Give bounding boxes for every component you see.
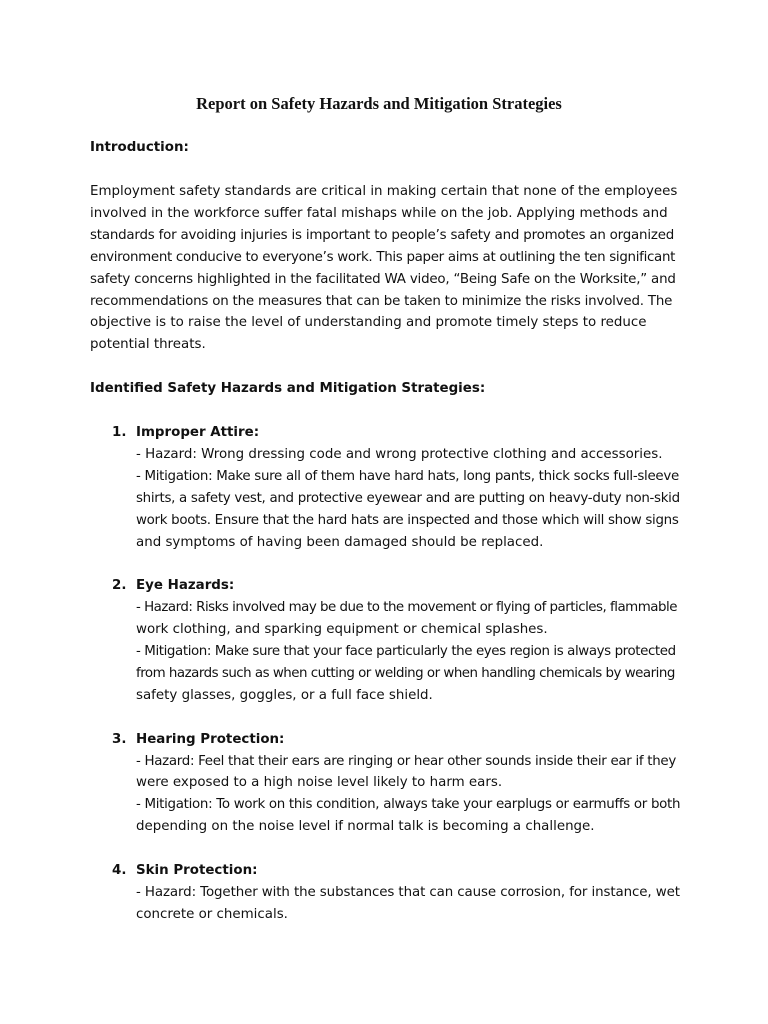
hazard-line: and symptoms of having been damaged should be replaced. bbox=[136, 534, 544, 550]
hazard-line: - Mitigation: Make sure all of them have hard hats, long pants, thick socks full-sleeve bbox=[136, 468, 679, 484]
hazard-item-eye-hazards bbox=[90, 575, 680, 706]
hazards-section-heading: Identified Safety Hazards and Mitigation Strategies: bbox=[90, 381, 486, 396]
hazard-list bbox=[90, 422, 680, 948]
hazard-line: from hazards such as when cutting or welding or when handling chemicals by wearing bbox=[136, 665, 675, 681]
hazard-item-hearing-protection bbox=[90, 729, 680, 839]
hazard-line: work clothing, and sparking equipment or chemical splashes. bbox=[136, 622, 548, 638]
introduction-line: objective is to raise the level of understanding and promote timely steps to reduce bbox=[90, 315, 647, 331]
introduction-heading: Introduction: bbox=[90, 140, 189, 155]
hazard-item-skin-protection bbox=[90, 860, 680, 926]
hazard-line: safety glasses, goggles, or a full face shield. bbox=[136, 687, 433, 703]
introduction-paragraph bbox=[90, 181, 680, 356]
hazard-line: depending on the noise level if normal talk is becoming a challenge. bbox=[136, 819, 595, 835]
hazard-number: 2. bbox=[112, 578, 127, 594]
hazard-line: concrete or chemicals. bbox=[136, 906, 288, 922]
hazard-line: - Mitigation: Make sure that your face particularly the eyes region is always protected bbox=[136, 644, 676, 660]
introduction-line: safety concerns highlighted in the facilitated WA video, “Being Safe on the Worksite,” and bbox=[90, 271, 676, 287]
hazard-line: were exposed to a high noise level likely to harm ears. bbox=[136, 775, 503, 791]
hazard-item-improper-attire bbox=[90, 422, 680, 553]
hazard-line: - Mitigation: To work on this condition, always take your earplugs or earmuffs or both bbox=[136, 797, 681, 813]
hazard-number: 4. bbox=[112, 863, 127, 879]
introduction-line: involved in the workforce suffer fatal mishaps while on the job. Applying methods and bbox=[90, 205, 668, 221]
hazard-number: 1. bbox=[112, 425, 127, 440]
hazard-title: Skin Protection: bbox=[136, 863, 258, 879]
hazard-line: - Hazard: Risks involved may be due to the movement or flying of particles, flammable bbox=[136, 600, 677, 616]
hazard-line: work boots. Ensure that the hard hats are inspected and those which will show signs bbox=[136, 512, 679, 528]
document-title: Report on Safety Hazards and Mitigation Strategies bbox=[196, 94, 562, 113]
hazard-line: - Hazard: Feel that their ears are ringing or hear other sounds inside their ear if they bbox=[136, 753, 676, 769]
introduction-line: recommendations on the measures that can be taken to minimize the risks involved. The bbox=[90, 293, 673, 309]
introduction-line: standards for avoiding injuries is important to people’s safety and promotes an organized bbox=[90, 227, 675, 243]
hazard-line: - Hazard: Together with the substances that can cause corrosion, for instance, wet bbox=[136, 884, 680, 900]
introduction-line: environment conducive to everyone’s work. This paper aims at outlining the ten significant bbox=[90, 249, 676, 265]
hazard-title: Improper Attire: bbox=[136, 425, 260, 440]
hazard-line: shirts, a safety vest, and protective eyewear and are putting on heavy-duty non-skid bbox=[136, 490, 680, 506]
hazard-line: - Hazard: Wrong dressing code and wrong protective clothing and accessories. bbox=[136, 446, 663, 462]
hazard-title: Hearing Protection: bbox=[136, 731, 285, 747]
introduction-line: Employment safety standards are critical in making certain that none of the employees bbox=[90, 184, 678, 199]
introduction-line: potential threats. bbox=[90, 337, 206, 353]
hazard-title: Eye Hazards: bbox=[136, 578, 235, 594]
hazard-number: 3. bbox=[112, 731, 127, 747]
